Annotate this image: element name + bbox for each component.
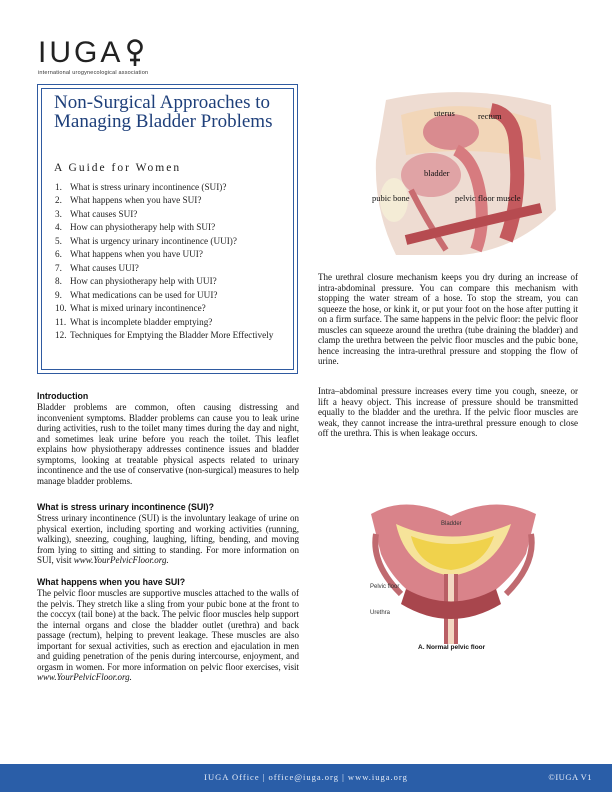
toc-item — [55, 221, 285, 234]
toc-item-text: How can physiotherapy help with SUI? — [70, 222, 216, 233]
label-pubic-bone: pubic bone — [372, 193, 410, 203]
sui-happens-heading: What happens when you have SUI? — [37, 577, 186, 587]
sui-happens-link[interactable]: www.YourPelvicFloor.org. — [37, 672, 132, 682]
footer-contact: IUGA Office | office@iuga.org | www.iuga.org — [204, 772, 408, 782]
sui-text: Stress urinary incontinence (SUI) is the involuntary leakage of urine on physical exertion, including sporting and working activities (running, walking), sneezing, coughing, laughing, lifting, bending, and moving from lying to sitting and sitting to standing. For more information on SUI, visit — [37, 513, 299, 565]
intro-paragraph: Bladder problems are common, often causing distressing and inconvenient symptoms. Bladder problems can cause you to leak urine during activities, rush to the toilet many times during the day and night, and sometimes leak urine before you reach the toilet. This leaflet explains how physiotherapy addresses continence issues and bladder symptoms, looking at treatable physical aspects related to urinary incontinence and the use of conservative (non-surgical) measures to help manage bladder problems. — [37, 402, 299, 486]
toc-item — [55, 289, 285, 302]
label-bladder: bladder — [424, 168, 450, 178]
toc-item — [55, 316, 285, 329]
toc-item-number: 4. — [55, 222, 62, 233]
toc-item — [55, 275, 285, 288]
closure-mechanism-paragraph: The urethral closure mechanism keeps you dry during an increase of intra-abdominal pressure. You can compare this mechanism with stopping the water stream of a hose. To stop the stream, you can squeeze the hose, or kink it, or put your foot on the hose after putting it on a firm surface. The same happens in the pelvic floor: the pelvic floor muscles can squeeze around the urethra (tube draining the bladder) and clamp the urethra between the pelvic floor muscles and the pubic bone, hence increasing the intra-urethral pressure and stopping the flow of urine. — [318, 272, 578, 366]
sui-heading: What is stress urinary incontinence (SUI)? — [37, 502, 214, 512]
label-uterus: uterus — [434, 108, 455, 118]
toc-item — [55, 181, 285, 194]
toc-item-number: 3. — [55, 208, 62, 219]
label-urethra: Urethra — [370, 610, 391, 616]
iuga-logo — [38, 38, 188, 78]
intra-abdominal-pressure-paragraph: Intra–abdominal pressure increases every time you cough, sneeze, or lift a heavy object. This increase of pressure should be transmitted equally to the bladder and the urethra. If the pelvic floor muscles are weak, they cannot increase the intra-urethral pressure enough to close off the urethra. This is when leakage occurs. — [318, 386, 578, 438]
toc-item-text: What is stress urinary incontinence (SUI)? — [70, 182, 227, 192]
toc-item — [55, 248, 285, 261]
normal-pelvic-floor-figure — [366, 494, 541, 654]
intro-heading: Introduction — [37, 391, 89, 401]
toc-item-number: 10. — [55, 303, 67, 314]
toc-item-number: 11. — [55, 316, 67, 327]
toc-item-number: 12. — [55, 329, 67, 340]
label-pelvic-floor-muscle: pelvic floor muscle — [455, 193, 521, 203]
sui-happens-paragraph — [37, 588, 299, 683]
sui-link[interactable]: www.YourPelvicFloor.org. — [73, 555, 169, 565]
toc-item-number: 1. — [55, 182, 62, 192]
figure-caption: A. Normal pelvic floor — [418, 644, 486, 651]
toc-item-text: What medications can be used for UUI? — [70, 289, 218, 300]
toc-item-text: What causes UUI? — [70, 262, 139, 273]
toc-item — [55, 208, 285, 221]
toc-item-text: What is mixed urinary incontinence? — [70, 303, 206, 314]
toc-item-number: 2. — [55, 195, 62, 206]
label-pelvic-floor: Pelvic floor — [370, 584, 400, 590]
footer-copyright: ©IUGA V1 — [548, 772, 592, 782]
pelvic-anatomy-figure — [366, 90, 566, 255]
toc-item — [55, 329, 285, 342]
toc-item-text: What is incomplete bladder emptying? — [70, 316, 213, 327]
toc-item — [55, 235, 285, 248]
toc-item-text: Techniques for Emptying the Bladder More Effectively — [70, 329, 274, 340]
toc-list — [55, 181, 285, 342]
toc-item — [55, 262, 285, 275]
toc-item-text: What happens when you have SUI? — [70, 195, 202, 206]
toc-item — [55, 194, 285, 207]
toc-item-text: What causes SUI? — [70, 208, 138, 219]
toc-item-text: What happens when you have UUI? — [70, 249, 203, 260]
logo-tagline: international urogynecological association — [38, 70, 149, 76]
toc-item-number: 7. — [55, 262, 62, 273]
logo-wordmark: IUGA — [38, 36, 124, 69]
sui-happens-text: The pelvic floor muscles are supportive muscles attached to the walls of the pelvis. They stretch like a sling from your pubic bone at the front to the coccyx (tail bone) at the back. The pelvic floor muscles help support the internal organs and close the bladder outlet (urethra) and back passage (rectum), helping to prevent leakage. These muscles are also important for sexual activities, such as erection and ejaculation in men and guiding penetration of the penis during intercourse, enjoyment, and orgasm in women. For more information on pelvic floor exercises, visit — [37, 588, 299, 672]
toc-item-number: 6. — [55, 249, 62, 260]
toc-item-number: 8. — [55, 276, 62, 287]
sui-paragraph — [37, 513, 299, 566]
toc-item — [55, 302, 285, 315]
label-bladder-2: Bladder — [441, 521, 462, 527]
table-of-contents-box — [37, 84, 298, 374]
toc-item-number: 5. — [55, 235, 62, 246]
pelvic-floor-illustration — [366, 494, 541, 654]
female-symbol-icon — [125, 38, 145, 68]
toc-item-text: What is urgency urinary incontinence (UUI)? — [70, 235, 237, 246]
document-subtitle: A Guide for Women — [54, 162, 182, 174]
document-title: Non-Surgical Approaches to Managing Bladder Problems — [54, 92, 273, 132]
pelvic-anatomy-illustration — [366, 90, 566, 255]
label-rectum: rectum — [478, 111, 502, 121]
toc-item-number: 9. — [55, 289, 62, 300]
footer-bar — [0, 764, 612, 792]
toc-item-text: How can physiotherapy help with UUI? — [70, 276, 217, 287]
